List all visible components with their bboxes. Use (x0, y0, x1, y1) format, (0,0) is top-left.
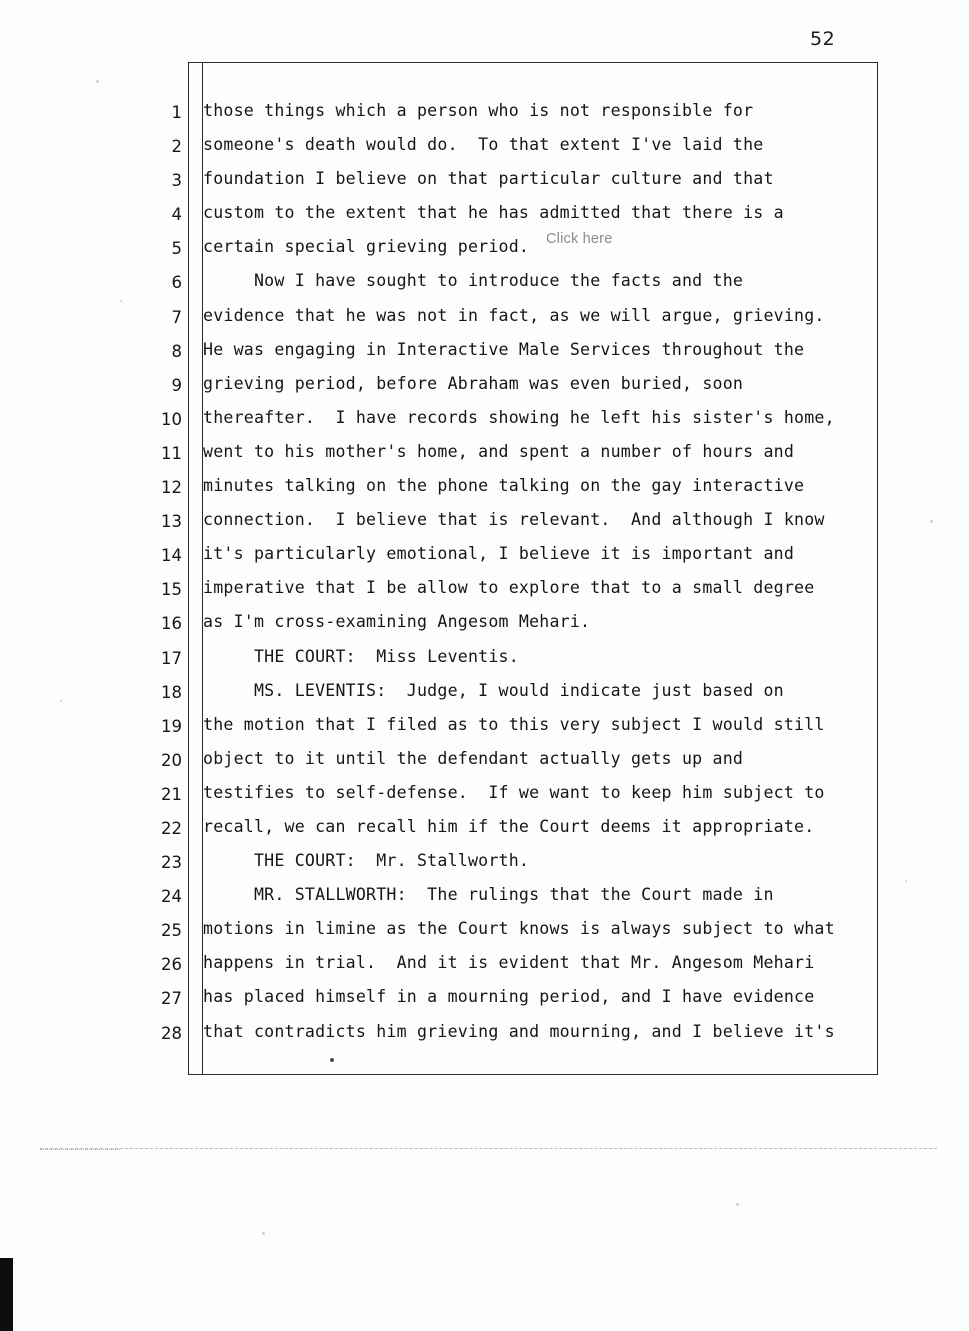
line-number: 23 (161, 853, 182, 873)
transcript-line: has placed himself in a mourning period, and I have evidence (203, 987, 815, 1007)
transcript-line: Now I have sought to introduce the facts and the (203, 271, 744, 291)
transcript-line: imperative that I be allow to explore that to a small degree (203, 578, 815, 598)
line-number: 17 (161, 648, 182, 668)
line-number: 9 (171, 375, 182, 395)
scan-edge-artifact (0, 1258, 13, 1331)
click-here-link[interactable]: Click here (546, 231, 613, 247)
transcript-line: testifies to self-defense. If we want to keep him subject to (203, 782, 825, 802)
line-number: 12 (161, 478, 182, 498)
line-number: 19 (161, 716, 182, 736)
line-number: 13 (161, 512, 182, 532)
line-number: 25 (161, 921, 182, 941)
scan-speck (60, 700, 62, 702)
line-number: 21 (161, 784, 182, 804)
transcript-line: connection. I believe that is relevant. And although I know (203, 510, 825, 530)
transcript-line: the motion that I filed as to this very subject I would still (203, 714, 825, 734)
line-number: 22 (161, 818, 182, 838)
transcript-line: recall, we can recall him if the Court deems it appropriate. (203, 816, 815, 836)
transcript-line: grieving period, before Abraham was even buried, soon (203, 373, 744, 393)
line-number: 18 (161, 682, 182, 702)
transcript-line: someone's death would do. To that extent I've laid the (203, 135, 764, 155)
line-number: 14 (161, 546, 182, 566)
transcript-line: THE COURT: Mr. Stallworth. (203, 851, 530, 871)
page-number: 52 (810, 28, 836, 50)
line-number: 8 (171, 341, 182, 361)
line-number: 6 (171, 273, 182, 293)
transcript-body (203, 94, 868, 1049)
transcript-line: THE COURT: Miss Leventis. (203, 646, 519, 666)
line-number: 27 (161, 989, 182, 1009)
scan-speck (262, 1232, 265, 1235)
page-fold-line-segment (40, 1149, 120, 1150)
transcript-line: custom to the extent that he has admitted that there is a (203, 203, 784, 223)
line-number: 5 (171, 239, 182, 259)
line-number: 24 (161, 887, 182, 907)
line-number: 10 (161, 409, 182, 429)
transcript-line: as I'm cross-examining Angesom Mehari. (203, 612, 591, 632)
transcript-line: foundation I believe on that particular culture and that (203, 169, 774, 189)
transcript-line: happens in trial. And it is evident that Mr. Angesom Mehari (203, 953, 815, 973)
transcript-line: it's particularly emotional, I believe it is important and (203, 544, 795, 564)
scan-speck (736, 1203, 739, 1206)
line-number: 3 (171, 171, 182, 191)
transcript-line: thereafter. I have records showing he left his sister's home, (203, 407, 835, 427)
scan-speck (120, 300, 122, 302)
line-number: 7 (171, 307, 182, 327)
transcript-line: certain special grieving period. (203, 237, 530, 257)
line-number: 26 (161, 955, 182, 975)
scan-speck (905, 880, 907, 882)
transcript-line: MS. LEVENTIS: Judge, I would indicate just based on (203, 680, 784, 700)
transcript-line: minutes talking on the phone talking on the gay interactive (203, 476, 805, 496)
line-number: 20 (161, 750, 182, 770)
transcript-line: that contradicts him grieving and mourning, and I believe it's (203, 1021, 835, 1041)
line-number-column (148, 96, 182, 1051)
line-number: 11 (161, 443, 182, 463)
line-number: 2 (171, 137, 182, 157)
transcript-line: He was engaging in Interactive Male Services throughout the (203, 339, 805, 359)
line-number: 4 (171, 205, 182, 225)
line-number: 15 (161, 580, 182, 600)
page-fold-line (40, 1148, 937, 1149)
scan-speck (930, 520, 933, 523)
scan-speck (96, 80, 99, 83)
transcript-line: went to his mother's home, and spent a number of hours and (203, 441, 795, 461)
line-number: 28 (161, 1023, 182, 1043)
transcript-line: motions in limine as the Court knows is always subject to what (203, 919, 835, 939)
line-number: 1 (171, 103, 182, 122)
scan-speck (330, 1058, 334, 1062)
transcript-line: MR. STALLWORTH: The rulings that the Court made in (203, 885, 774, 905)
transcript-line: object to it until the defendant actually gets up and (203, 748, 744, 768)
transcript-line: those things which a person who is not responsible for (203, 101, 754, 120)
transcript-line: evidence that he was not in fact, as we will argue, grieving. (203, 305, 825, 325)
line-number: 16 (161, 614, 182, 634)
